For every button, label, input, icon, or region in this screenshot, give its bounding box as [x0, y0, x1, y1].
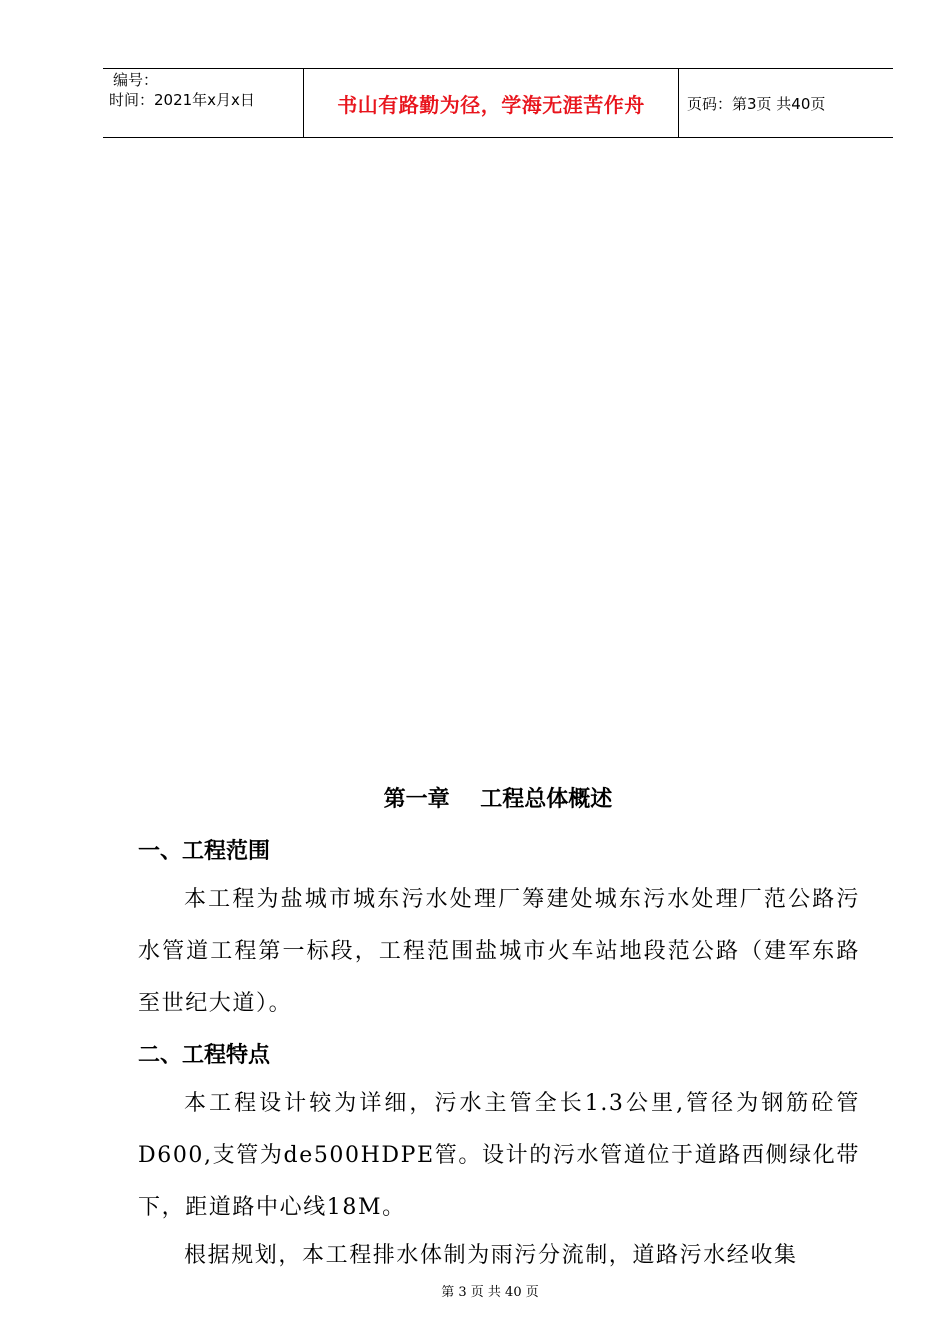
- chapter-title: 第一章 工程总体概述: [383, 787, 613, 812]
- header-page-cell: [679, 69, 893, 137]
- document-date: 时间：2021年x月x日: [109, 91, 255, 109]
- section-heading-features: 二、工程特点: [138, 1043, 271, 1068]
- section-paragraph-features: 本工程设计较为详细，污水主管全长1.3公里,管径为钢筋砼管D600,支管为de500HDPE管。设计的污水管道位于道路西侧绿化带下，距道路中心线18M。: [138, 1091, 860, 1220]
- section-paragraph-scope: 本工程为盐城市城东污水处理厂筹建处城东污水处理厂范公路污水管道工程第一标段，工程范围盐城市火车站地段范公路（建军东路至世纪大道）。: [138, 887, 860, 1016]
- page-footer: 第 3 页 共 40 页: [441, 1285, 539, 1300]
- header-motto-cell: [304, 69, 679, 137]
- header-page-info: 页码：第3页 共40页: [687, 94, 826, 113]
- document-number-label: 编号：: [113, 71, 159, 89]
- section-paragraph-planning: 根据规划，本工程排水体制为雨污分流制，道路污水经收集: [184, 1243, 798, 1268]
- page-header: [103, 68, 893, 138]
- header-motto: 书山有路勤为径，学海无涯苦作舟: [337, 92, 645, 117]
- section-heading-scope: 一、工程范围: [138, 839, 271, 864]
- header-meta-cell: [103, 69, 304, 137]
